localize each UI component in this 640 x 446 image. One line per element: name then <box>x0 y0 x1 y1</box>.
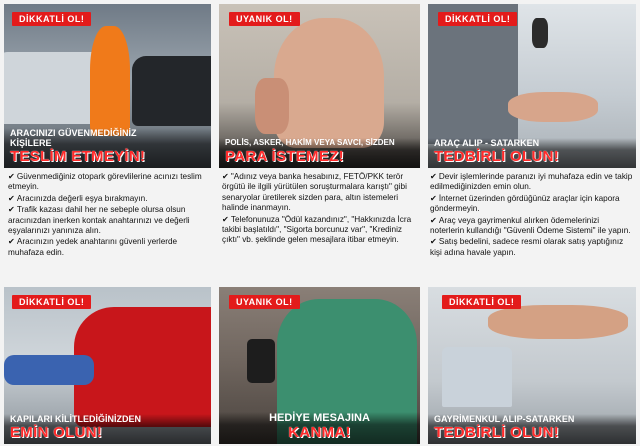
caption-subtitle: KAPILARI KİLİTLEDİĞİNİZDEN <box>10 414 141 424</box>
hand-remote-image <box>4 355 94 385</box>
elderly-man-image <box>274 18 384 148</box>
caption-subtitle: POLİS, ASKER, HAKİM VEYA SAVCI, SİZDEN <box>225 138 395 147</box>
check-icon: ✔ <box>430 237 437 247</box>
warning-badge: DİKKATLİ OL! <box>12 295 91 309</box>
panel-no-money-request <box>219 4 420 168</box>
phone-hand-image <box>247 339 275 383</box>
caption-headline: PARA İSTEMEZ! <box>225 148 344 165</box>
panel-caption <box>219 138 420 168</box>
caption-headline: TEDBİRLİ OLUN! <box>434 148 560 165</box>
check-icon: ✔ <box>8 172 15 181</box>
tip-item: ✔ Araç veya gayrimenkul alırken ödemelerinizi noterlerin kullandığı "Güvenli Ödeme Sistemi" ile yapın. <box>430 215 631 236</box>
tip-item: ✔ Güvenmediğiniz otopark görevlilerine acınızı teslim etmeyin. <box>8 172 202 192</box>
car-right-image <box>132 56 211 126</box>
tip-item: ✔ "Adınız veya banka hesabınız, FETÖ/PKK terör örgütü ile ilgili yürütülen soruşturmalara karıştı" gibi senaryolar üretilerek sizden para, altın istemeleri halinde inanmayın. <box>222 172 407 213</box>
panel-caption <box>4 128 211 168</box>
check-icon: ✔ <box>8 237 15 247</box>
panel-caption <box>428 414 636 444</box>
warning-badge: DİKKATLİ OL! <box>12 12 91 26</box>
tips-column-1 <box>8 172 211 259</box>
caption-subtitle: GAYRİMENKUL ALIP-SATARKEN <box>434 414 575 424</box>
tips-column-3 <box>430 172 634 259</box>
car-keys-image <box>532 18 548 48</box>
panel-caption <box>428 138 636 168</box>
caption-headline: KANMA! <box>288 424 351 441</box>
check-icon: ✔ <box>430 215 437 225</box>
caption-headline: TEDBİRLİ OLUN! <box>434 424 560 441</box>
tip-item: ✔ Devir işlemlerinde paranızı iyi muhafaza edin ve takip edilmediğinizden emin olun. <box>430 172 633 192</box>
check-icon: ✔ <box>8 205 15 215</box>
panel-gift-message <box>219 287 420 444</box>
warning-badge: DİKKATLİ OL! <box>438 12 517 26</box>
panel-caption <box>4 414 211 444</box>
panel-car-handover <box>4 4 211 168</box>
caption-subtitle: ARACINIZI GÜVENMEDİĞİNİZ KİŞİLERE <box>10 128 137 148</box>
warning-badge: UYANIK OL! <box>229 12 300 26</box>
handshake-image <box>488 305 628 339</box>
check-icon: ✔ <box>430 172 437 181</box>
handshake-image <box>508 92 598 122</box>
panel-car-buy-sell <box>428 4 636 168</box>
tip-item: ✔ İnternet üzerinden gördüğünüz araçlar için kapora göndermeyin. <box>430 193 620 214</box>
check-icon: ✔ <box>430 193 437 203</box>
check-icon: ✔ <box>222 214 229 224</box>
tip-item: ✔ Telefonunuza "Ödül kazandınız", "Hakkınızda İcra takibi başlatıldı", "Sigorta borcunuz var", "Krediniz çıktı" vb. şeklinde gelen mesajlara itibar etmeyin. <box>222 214 412 245</box>
tip-item: ✔ Aracınızın yedek anahtarını güvenli yerlerde muhafaza edin. <box>8 237 178 257</box>
tip-item: ✔ Aracınızda değerli eşya bırakmayın. <box>8 193 148 203</box>
tip-item: ✔ Satış bedelini, sadece resmi olarak satış yaptığınız kişi adına havale yapın. <box>430 237 624 257</box>
red-car-image <box>74 307 211 427</box>
caption-headline: EMİN OLUN! <box>10 424 103 441</box>
panel-lock-doors <box>4 287 211 444</box>
hand-phone-image <box>255 78 289 134</box>
tip-item: ✔ Trafik kazası dahil her ne sebeple olursa olsun aracınızdan inerken kontak anahtarınızı ve değerli eşyalarınızı yanınıza alın. <box>8 205 190 236</box>
caption-subtitle: HEDİYE MESAJINA <box>269 412 370 424</box>
caption-subtitle: ARAÇ ALIP - SATARKEN <box>434 138 540 148</box>
tips-column-2 <box>222 172 420 247</box>
warning-badge: UYANIK OL! <box>229 295 300 309</box>
house-model-image <box>442 347 512 407</box>
warning-badge: DİKKATLİ OL! <box>442 295 521 309</box>
check-icon: ✔ <box>222 172 229 181</box>
caption-headline: TESLİM ETMEYİN! <box>10 148 146 165</box>
panel-caption <box>219 412 420 444</box>
valet-person-image <box>90 26 130 136</box>
panel-real-estate <box>428 287 636 444</box>
check-icon: ✔ <box>8 193 15 203</box>
